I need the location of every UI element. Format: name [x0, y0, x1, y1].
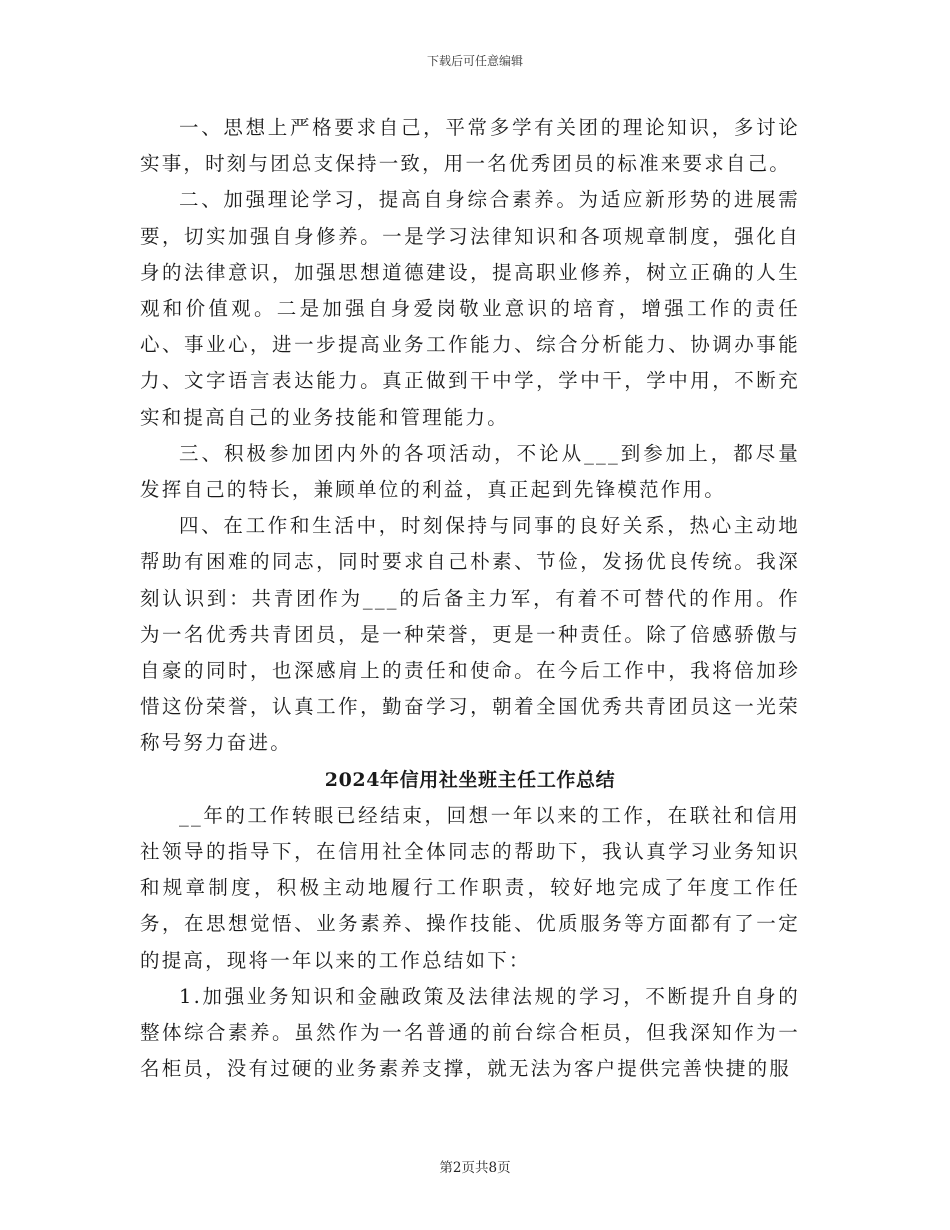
page-footer: 第2页共8页 — [439, 1160, 511, 1176]
section-title: 2024年信用社坐班主任工作总结 — [324, 768, 616, 791]
document-body — [140, 110, 800, 1087]
paragraph-5: __年的工作转眼已经结束，回想一年以来的工作，在联社和信用社领导的指导下，在信用社全体同志的帮助下，我认真学习业务知识和规章制度，积极主动地履行工作职责，较好地完成了年度工作任务，在思想觉悟、业务素养、操作技能、优质服务等方面都有了一定的提高，现将一年以来的工作总结如下： — [140, 803, 800, 972]
paragraph-6: 1.加强业务知识和金融政策及法律法规的学习，不断提升自身的整体综合素养。虽然作为一名普通的前台综合柜员，但我深知作为一名柜员，没有过硬的业务素养支撑，就无法为客户提供完善快捷的服 — [140, 984, 800, 1081]
paragraph-2: 二、加强理论学习，提高自身综合素养。为适应新形势的进展需要，切实加强自身修养。一是学习法律知识和各项规章制度，强化自身的法律意识，加强思想道德建设，提高职业修养，树立正确的人生观和价值观。二是加强自身爱岗敬业意识的培育，增强工作的责任心、事业心，进一步提高业务工作能力、综合分析能力、协调办事能力、文字语言表达能力。真正做到干中学，学中干，学中用，不断充实和提高自己的业务技能和管理能力。 — [140, 188, 800, 429]
paragraph-4: 四、在工作和生活中，时刻保持与同事的良好关系，热心主动地帮助有困难的同志，同时要求自己朴素、节俭，发扬优良传统。我深刻认识到：共青团作为___的后备主力军，有着不可替代的作用。作为一名优秀共青团员，是一种荣誉，更是一种责任。除了倍感骄傲与自豪的同时，也深感肩上的责任和使命。在今后工作中，我将倍加珍惜这份荣誉，认真工作，勤奋学习，朝着全国优秀共青团员这一光荣称号努力奋进。 — [140, 514, 800, 755]
paragraph-3: 三、积极参加团内外的各项活动，不论从___到参加上，都尽量发挥自己的特长，兼顾单位的利益，真正起到先锋模范作用。 — [140, 441, 800, 502]
page-header: 下载后可任意编辑 — [426, 54, 523, 68]
paragraph-1: 一、思想上严格要求自己，平常多学有关团的理论知识，多讨论实事，时刻与团总支保持一致，用一名优秀团员的标准来要求自己。 — [140, 116, 800, 176]
